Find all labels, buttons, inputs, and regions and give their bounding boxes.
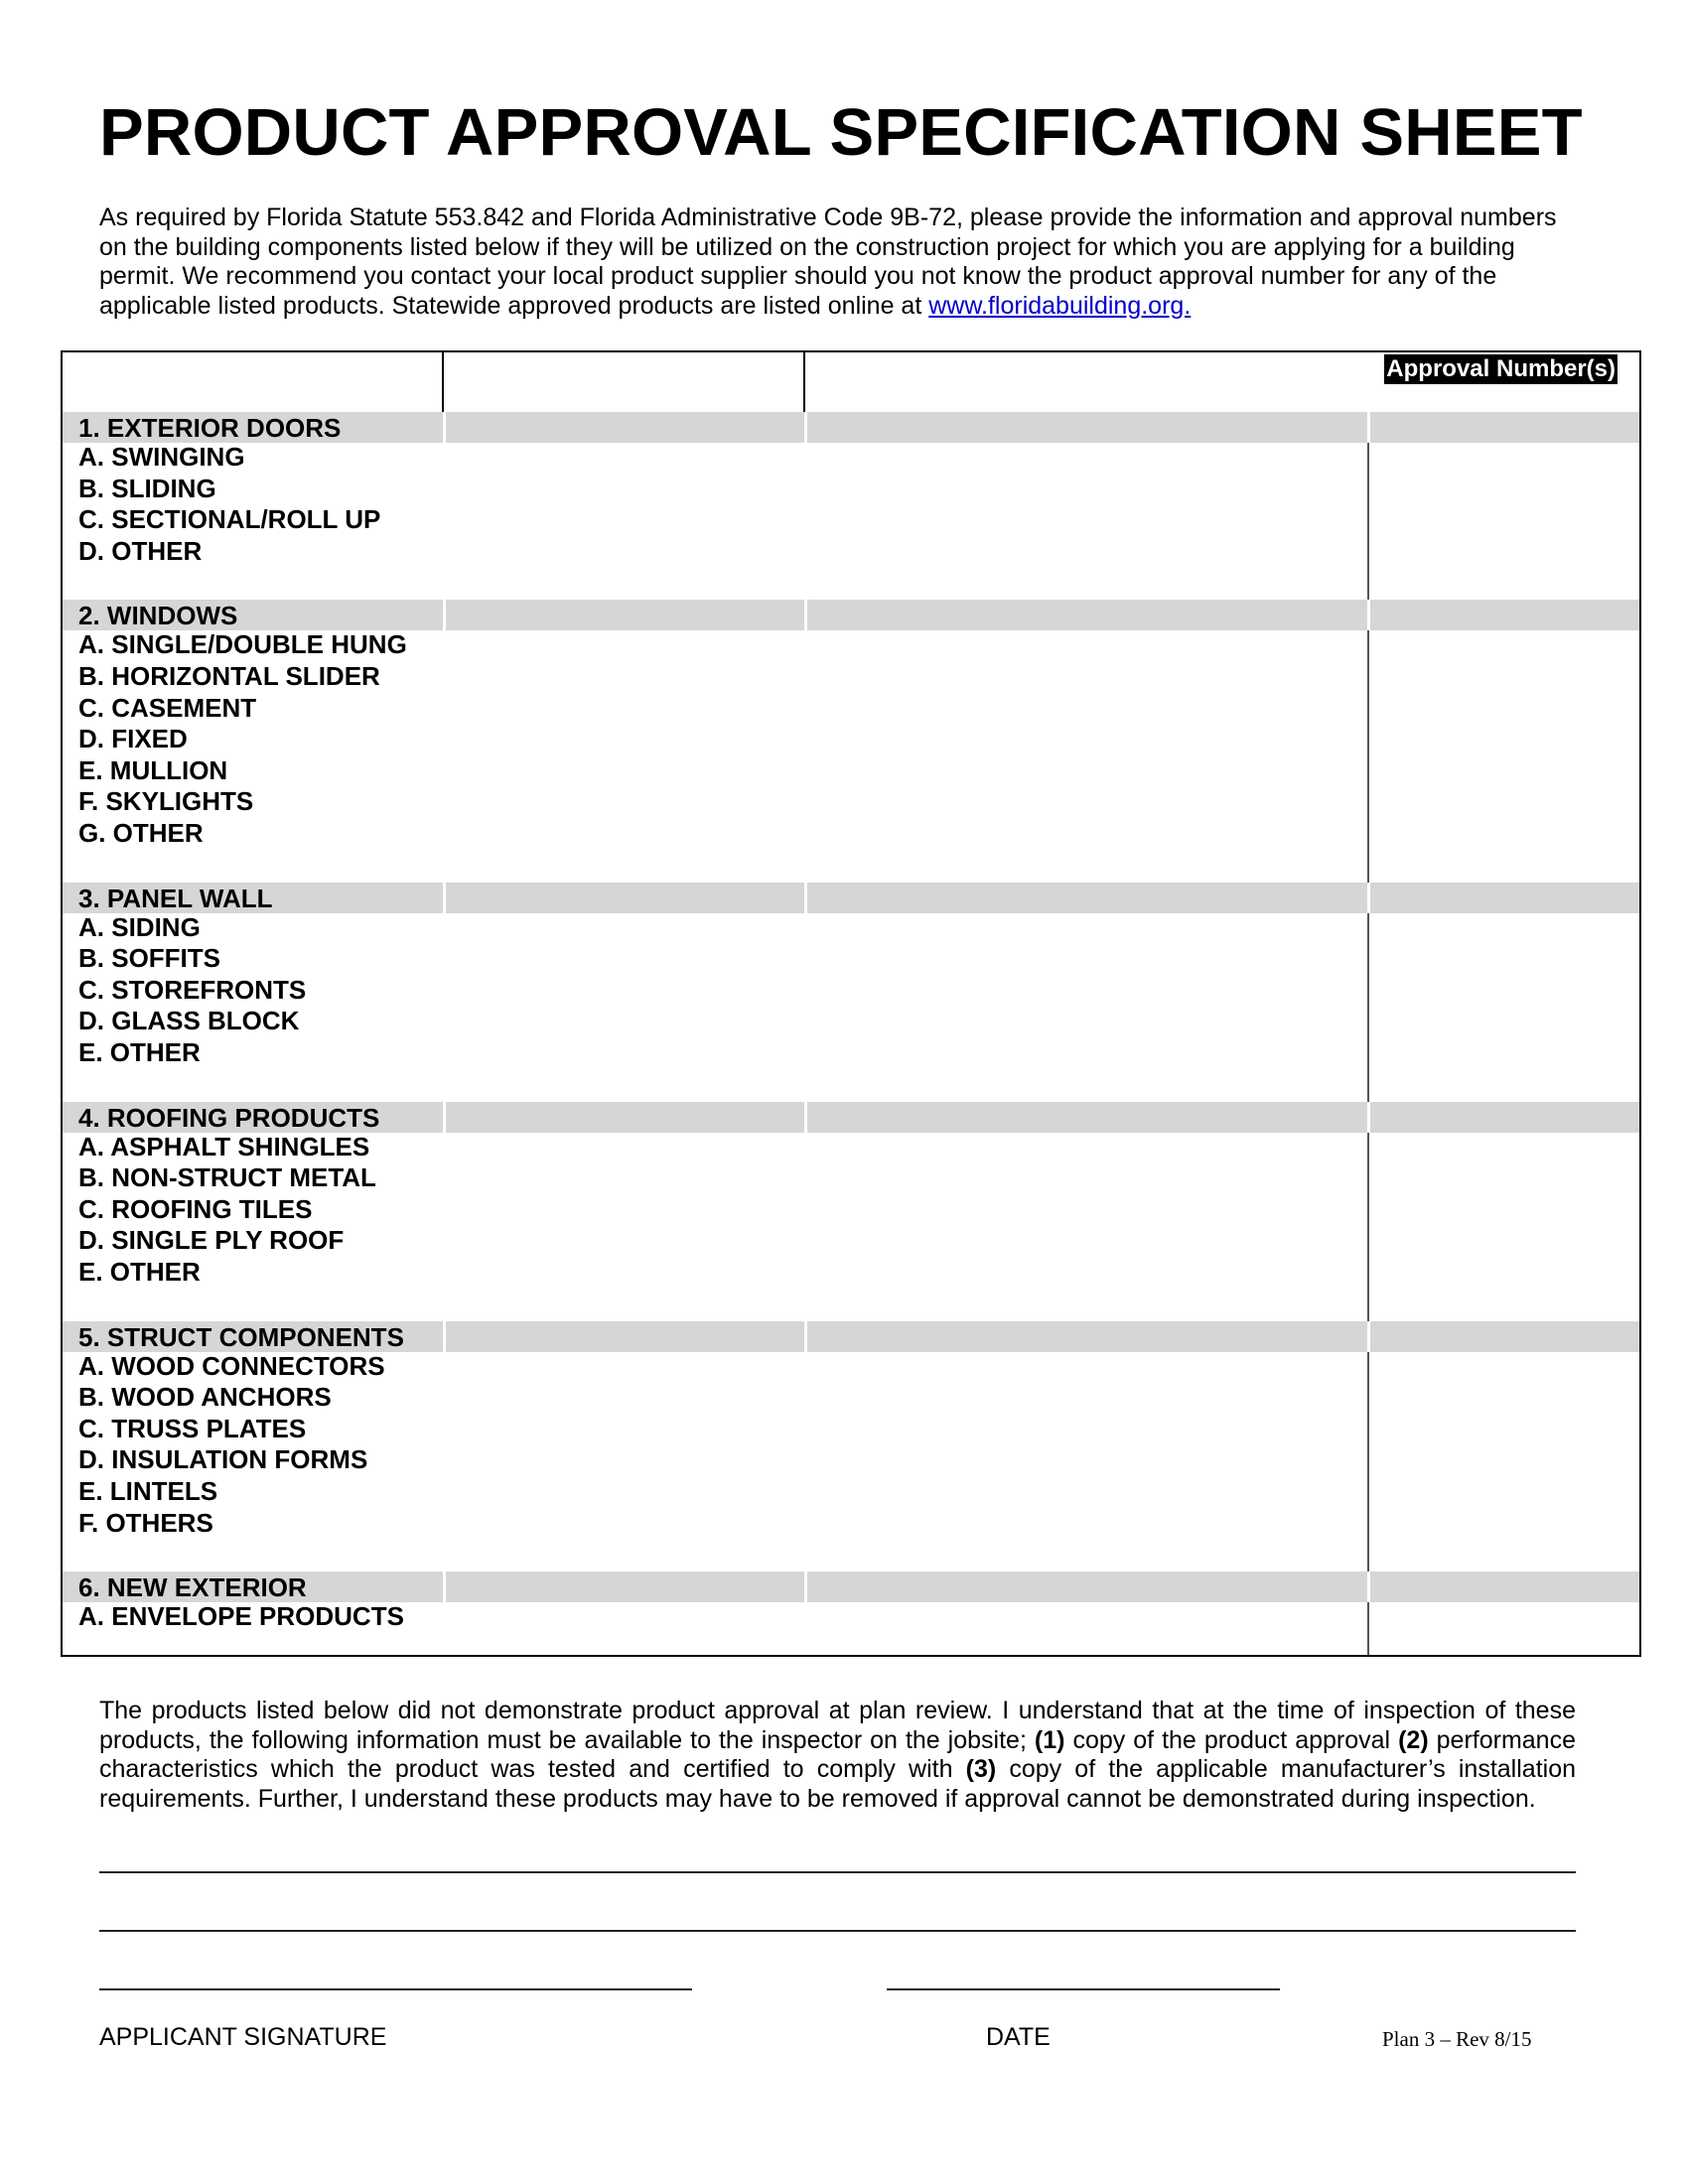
header-divider: [803, 352, 805, 412]
band-divider: [804, 1571, 807, 1602]
band-divider: [443, 883, 446, 913]
product-row-label: C. ROOFING TILES: [78, 1193, 313, 1224]
product-row-label: C. TRUSS PLATES: [78, 1413, 307, 1443]
section-header-band: [63, 600, 1639, 630]
section-header-band: [63, 883, 1639, 913]
product-row-label: A. SWINGING: [78, 442, 245, 472]
product-row-label: D. GLASS BLOCK: [78, 1006, 300, 1036]
section-title: 3. PANEL WALL: [78, 883, 273, 913]
band-divider: [443, 412, 446, 443]
product-row-label: A. SINGLE/DOUBLE HUNG: [78, 629, 407, 660]
band-divider: [804, 1321, 807, 1352]
section-header-band: [63, 1571, 1639, 1602]
product-row-label: F. SKYLIGHTS: [78, 786, 254, 817]
applicant-signature-label: APPLICANT SIGNATURE: [99, 2023, 387, 2051]
product-row-label: B. NON-STRUCT METAL: [78, 1162, 376, 1193]
applicant-signature-line[interactable]: [99, 1988, 692, 1990]
band-divider: [804, 883, 807, 913]
product-row-label: C. CASEMENT: [78, 692, 257, 723]
band-divider: [443, 1321, 446, 1352]
product-row-label: A. ENVELOPE PRODUCTS: [78, 1601, 404, 1632]
product-approval-table: [61, 350, 1641, 1657]
product-row-label: C. STOREFRONTS: [78, 974, 307, 1005]
product-row-label: E. MULLION: [78, 754, 228, 785]
product-row-label: A. WOOD CONNECTORS: [78, 1350, 385, 1381]
product-row-label: B. HORIZONTAL SLIDER: [78, 660, 380, 691]
product-row-label: E. LINTELS: [78, 1475, 218, 1506]
band-divider: [443, 1102, 446, 1133]
intro-text: As required by Florida Statute 553.842 and Florida Administrative Code 9B-72, please provide the information and approval numbers on the building components listed below if they will be utilized on the construction project for which you are applying for a building permit. We recommend you contact your local product supplier should you not know the product approval number for any of the applicable listed products. Statewide approved products are listed online at: [99, 204, 1557, 320]
approval-column-divider: [1367, 412, 1369, 1655]
table-body: [63, 412, 1639, 1655]
date-line[interactable]: [887, 1988, 1280, 1990]
product-row-label: B. SOFFITS: [78, 943, 220, 974]
product-row-label: G. OTHER: [78, 817, 204, 848]
product-row-label: E. OTHER: [78, 1036, 201, 1067]
band-divider: [1367, 883, 1370, 913]
section-title: 4. ROOFING PRODUCTS: [78, 1102, 380, 1133]
section-header-band: [63, 1102, 1639, 1133]
table-header-row: [63, 352, 1639, 414]
statement-text: performance characteristics which the product was tested and certified to comply with: [99, 1725, 1576, 1783]
header-divider: [442, 352, 444, 412]
section-title: 5. STRUCT COMPONENTS: [78, 1321, 404, 1352]
section-title: 6. NEW EXTERIOR: [78, 1572, 307, 1603]
band-divider: [1367, 1571, 1370, 1602]
statement-number: (2): [1398, 1725, 1429, 1754]
product-row-label: D. FIXED: [78, 724, 188, 754]
product-row-label: B. SLIDING: [78, 473, 216, 503]
section-header-band: [63, 1321, 1639, 1352]
band-divider: [804, 600, 807, 630]
section-title: 2. WINDOWS: [78, 601, 238, 631]
product-row-label: D. OTHER: [78, 535, 203, 566]
product-row-label: A. ASPHALT SHINGLES: [78, 1131, 370, 1161]
revision-note: Plan 3 – Rev 8/15: [1382, 2027, 1532, 2051]
statement-text: The products listed below did not demonstrate product approval at plan review. I understand that at the time of inspection of these products, the following information must be available to the inspector on the jobsite;: [99, 1697, 1576, 1754]
statement-number: (3): [965, 1755, 997, 1783]
statement-text: copy of the product approval: [1064, 1725, 1399, 1754]
notes-line[interactable]: [99, 1871, 1576, 1873]
intro-paragraph: [99, 204, 1579, 321]
product-row-label: B. WOOD ANCHORS: [78, 1382, 332, 1413]
band-divider: [1367, 1102, 1370, 1133]
product-row-label: D. SINGLE PLY ROOF: [78, 1225, 345, 1256]
band-divider: [443, 600, 446, 630]
page-title: PRODUCT APPROVAL SPECIFICATION SHEET: [99, 95, 1583, 170]
date-label: DATE: [986, 2023, 1051, 2051]
florida-building-link[interactable]: www.floridabuilding.org.: [928, 291, 1192, 320]
band-divider: [443, 1571, 446, 1602]
product-row-label: E. OTHER: [78, 1256, 201, 1287]
product-row-label: F. OTHERS: [78, 1507, 213, 1538]
band-divider: [804, 412, 807, 443]
product-row-label: A. SIDING: [78, 911, 201, 942]
band-divider: [1367, 412, 1370, 443]
statement-text: copy of the applicable manufacturer’s installation requirements. Further, I understand these products may have to be removed if approval cannot be demonstrated during inspection.: [99, 1755, 1576, 1813]
product-row-label: D. INSULATION FORMS: [78, 1444, 368, 1475]
band-divider: [804, 1102, 807, 1133]
section-header-band: [63, 412, 1639, 443]
notes-line[interactable]: [99, 1930, 1576, 1932]
band-divider: [1367, 1321, 1370, 1352]
section-title: 1. EXTERIOR DOORS: [78, 413, 342, 443]
band-divider: [1367, 600, 1370, 630]
approval-number-header: Approval Number(s): [1386, 355, 1616, 382]
product-row-label: C. SECTIONAL/ROLL UP: [78, 504, 381, 535]
inspection-statement: [99, 1697, 1576, 1814]
statement-number: (1): [1034, 1725, 1065, 1754]
